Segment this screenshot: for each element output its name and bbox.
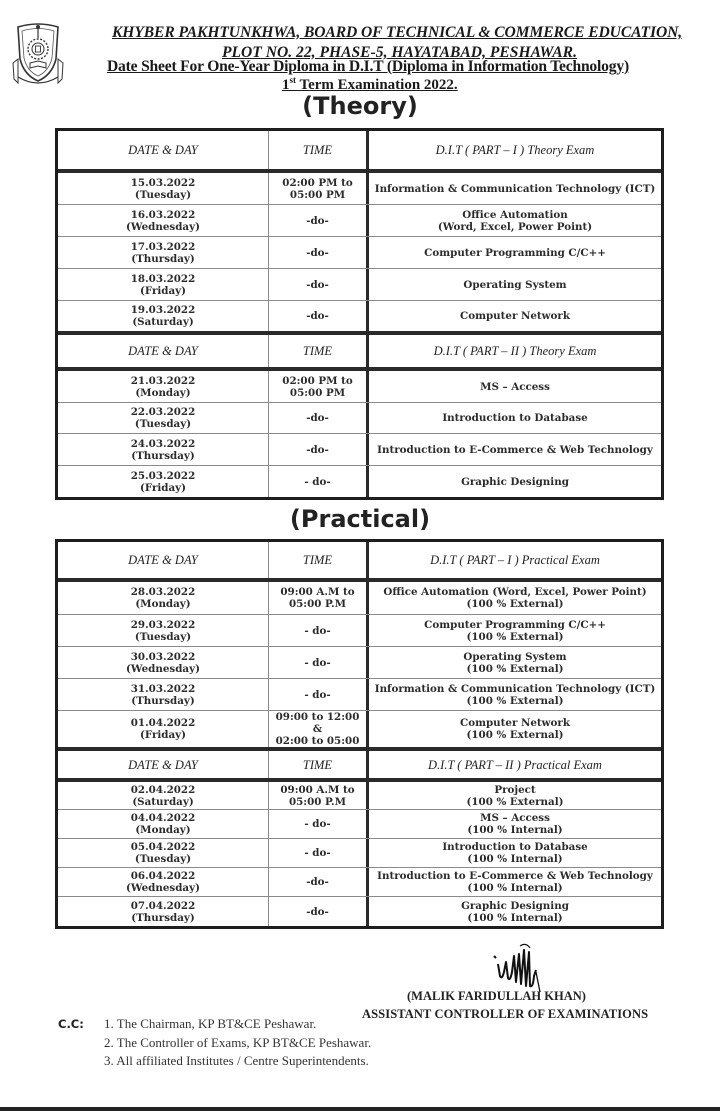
time-cell: [269, 782, 369, 809]
time-cell: [269, 205, 369, 236]
exam-date: 29.03.2022: [130, 618, 196, 631]
subject-cell: [369, 269, 661, 300]
date-day-cell: [58, 301, 269, 331]
subject-name: Computer Network: [460, 310, 570, 322]
subject-cell: [369, 839, 661, 867]
time-cell: [269, 897, 369, 926]
date-day-cell: [58, 679, 269, 710]
board-name: KHYBER PAKHTUNKHWA, BOARD OF TECHNICAL & COMMERCE EDUCATION,: [112, 24, 683, 41]
time-line: 05:00 PM: [289, 188, 346, 201]
table-row: [58, 679, 661, 711]
time-line: &: [312, 723, 323, 735]
exam-date: 16.03.2022: [130, 208, 196, 221]
exam-date: 17.03.2022: [130, 240, 196, 253]
subject-cell: [369, 403, 661, 433]
column-header-subject: D.I.T ( PART – I ) Practical Exam: [430, 553, 600, 567]
time-cell: [269, 839, 369, 867]
time-cell: [269, 434, 369, 465]
exam-ordinal: 1: [282, 77, 290, 93]
exam-day: (Tuesday): [134, 853, 192, 865]
subject-note: (100 % External): [466, 630, 564, 643]
time-line: - do-: [304, 847, 331, 859]
time-line: 02:00 PM to: [282, 176, 353, 189]
exam-date: 24.03.2022: [130, 437, 196, 450]
subject-note: (100 % External): [466, 694, 564, 707]
practical-section-title: (Practical): [289, 505, 431, 533]
date-day-cell: [58, 810, 269, 838]
subject-name: Operating System: [463, 650, 567, 663]
time-line: 05:00 PM: [289, 386, 346, 399]
subject-note: (100 % Internal): [467, 853, 563, 865]
subject-name: Introduction to Database: [442, 412, 588, 424]
column-header-date: DATE & DAY: [58, 131, 269, 169]
column-header-date: DATE & DAY: [58, 542, 269, 578]
date-day-cell: [58, 647, 269, 678]
exam-date: 04.04.2022: [130, 812, 196, 824]
date-sheet-subtitle: Date Sheet For One-Year Diploma in D.I.T (Diploma in Information Technology): [107, 58, 629, 75]
date-day-cell: [58, 403, 269, 433]
time-cell: [269, 679, 369, 710]
time-line: - do-: [304, 656, 331, 669]
date-day-cell: [58, 711, 269, 747]
table-row: [58, 301, 661, 331]
exam-ordinal-suffix: st: [289, 75, 296, 85]
subject-note: (100 % Internal): [467, 824, 563, 836]
table-row: [58, 897, 661, 926]
theory-part2-header-row: [58, 331, 661, 371]
subject-cell: [369, 173, 661, 204]
subject-name: Introduction to Database: [442, 841, 588, 853]
subject-name: Information & Communication Technology (ICT): [374, 182, 656, 195]
subject-note: (100 % External): [466, 729, 564, 741]
exam-date: 22.03.2022: [130, 406, 196, 418]
exam-day: (Tuesday): [134, 418, 192, 430]
table-row: [58, 237, 661, 269]
time-cell: [269, 810, 369, 838]
exam-day: (Thursday): [131, 252, 195, 265]
date-day-cell: [58, 897, 269, 926]
time-line: -do-: [306, 214, 329, 227]
exam-date: 28.03.2022: [130, 586, 196, 598]
board-crest-icon: [12, 19, 64, 87]
table-row: [58, 269, 661, 301]
cc-item: 3. All affiliated Institutes / Centre Superintendents.: [104, 1053, 369, 1068]
time-line: -do-: [306, 876, 329, 888]
date-day-cell: [58, 615, 269, 646]
table-row: [58, 205, 661, 237]
time-line: 02:00 PM to: [282, 374, 353, 387]
date-day-cell: [58, 466, 269, 497]
exam-day: (Friday): [139, 284, 187, 297]
subject-note: (100 % Internal): [467, 911, 563, 924]
exam-day: (Wednesday): [126, 882, 200, 894]
subject-name: MS – Access: [480, 812, 550, 824]
date-day-cell: [58, 173, 269, 204]
time-cell: [269, 269, 369, 300]
subject-cell: [369, 582, 661, 614]
exam-date: 15.03.2022: [130, 176, 196, 189]
subject-cell: [369, 711, 661, 747]
date-day-cell: [58, 782, 269, 809]
date-day-cell: [58, 582, 269, 614]
subject-name: Introduction to E-Commerce & Web Technology: [377, 443, 653, 456]
time-line: 05:00 P.M: [288, 795, 347, 808]
time-cell: [269, 173, 369, 204]
time-line: - do-: [304, 818, 331, 830]
time-cell: [269, 711, 369, 747]
exam-day: (Thursday): [131, 911, 195, 924]
exam-day: (Monday): [135, 598, 191, 610]
exam-day: (Thursday): [131, 694, 195, 707]
time-line: - do-: [304, 624, 331, 637]
table-row: [58, 371, 661, 403]
time-cell: [269, 403, 369, 433]
column-header-subject: D.I.T ( PART – I ) Theory Exam: [435, 143, 595, 157]
exam-day: (Tuesday): [134, 188, 192, 201]
theory-table: [55, 128, 664, 500]
table-row: [58, 615, 661, 647]
table-row: [58, 868, 661, 897]
table-row: [58, 466, 661, 497]
exam-date: 02.04.2022: [130, 783, 196, 796]
table-row: [58, 782, 661, 810]
exam-day: (Tuesday): [134, 630, 192, 643]
subject-cell: [369, 647, 661, 678]
cc-label: C.C:: [58, 1017, 84, 1031]
time-line: - do-: [304, 475, 331, 488]
exam-day: (Friday): [139, 481, 187, 494]
column-header-time: TIME: [269, 335, 369, 367]
subject-name: Graphic Designing: [461, 475, 569, 488]
subject-cell: [369, 868, 661, 896]
theory-section-title: (Theory): [302, 92, 418, 120]
practical-table: [55, 539, 664, 929]
exam-day: (Monday): [135, 386, 191, 399]
table-row: [58, 582, 661, 615]
cc-item: 1. The Chairman, KP BT&CE Peshawar.: [104, 1016, 317, 1031]
exam-date: 18.03.2022: [130, 272, 196, 285]
column-header-date: DATE & DAY: [58, 335, 269, 367]
subject-cell: [369, 615, 661, 646]
subject-name: Computer Network: [460, 717, 570, 729]
date-day-cell: [58, 868, 269, 896]
signatory-title: ASSISTANT CONTROLLER OF EXAMINATIONS: [362, 1007, 649, 1021]
exam-day: (Saturday): [132, 316, 194, 328]
subject-name: Computer Programming C/C++: [424, 246, 606, 259]
column-header-subject: D.I.T ( PART – II ) Practical Exam: [428, 757, 602, 772]
column-header-time: TIME: [269, 751, 369, 778]
exam-term: Term Examination 2022.: [296, 77, 458, 93]
column-header-time: TIME: [269, 131, 369, 169]
subject-cell: [369, 205, 661, 236]
subject-note: (100 % External): [466, 662, 564, 675]
subject-name: Information & Communication Technology (ICT): [374, 682, 656, 695]
time-cell: [269, 466, 369, 497]
subject-note: (100 % External): [466, 598, 564, 610]
table-row: [58, 403, 661, 434]
table-row: [58, 839, 661, 868]
exam-date: 19.03.2022: [130, 304, 196, 316]
exam-date: 30.03.2022: [130, 650, 196, 663]
time-cell: [269, 582, 369, 614]
table-row: [58, 711, 661, 747]
date-day-cell: [58, 269, 269, 300]
practical-part2-header-row: [58, 747, 661, 782]
date-day-cell: [58, 237, 269, 268]
table-row: [58, 810, 661, 839]
subject-note: (Word, Excel, Power Point): [437, 220, 593, 233]
time-cell: [269, 868, 369, 896]
subject-name: MS – Access: [480, 380, 550, 393]
subject-note: (100 % External): [466, 795, 564, 808]
subject-note: (100 % Internal): [467, 882, 563, 894]
exam-date: 06.04.2022: [130, 870, 196, 882]
time-line: -do-: [306, 412, 329, 424]
subject-name: Introduction to E-Commerce & Web Technology: [377, 870, 653, 882]
table-row: [58, 434, 661, 466]
column-header-date: DATE & DAY: [58, 751, 269, 778]
subject-cell: [369, 466, 661, 497]
date-day-cell: [58, 371, 269, 402]
time-line: - do-: [304, 688, 331, 701]
exam-day: (Thursday): [131, 449, 195, 462]
date-day-cell: [58, 839, 269, 867]
table-row: [58, 173, 661, 205]
time-cell: [269, 237, 369, 268]
time-cell: [269, 371, 369, 402]
subject-name: Graphic Designing: [461, 899, 569, 912]
exam-date: 01.04.2022: [130, 717, 196, 729]
exam-day: (Monday): [135, 824, 191, 836]
exam-date: 31.03.2022: [130, 682, 196, 695]
time-cell: [269, 615, 369, 646]
date-day-cell: [58, 205, 269, 236]
subject-name: Project: [494, 783, 536, 796]
exam-day: (Friday): [139, 729, 187, 741]
subject-cell: [369, 897, 661, 926]
subject-name: Office Automation (Word, Excel, Power Point): [383, 586, 647, 598]
time-line: 09:00 to 12:00: [275, 711, 360, 723]
board-address: PLOT NO. 22, PHASE-5, HAYATABAD, PESHAWAR.: [222, 44, 577, 61]
time-line: -do-: [306, 246, 329, 259]
time-cell: [269, 301, 369, 331]
subject-cell: [369, 679, 661, 710]
time-line: -do-: [306, 443, 329, 456]
subject-cell: [369, 301, 661, 331]
subject-name: Computer Programming C/C++: [424, 618, 606, 631]
time-line: 02:00 to 05:00: [275, 735, 360, 747]
time-line: 05:00 P.M: [288, 598, 347, 610]
practical-part1-header-row: [58, 542, 661, 582]
cc-item: 2. The Controller of Exams, KP BT&CE Peshawar.: [104, 1035, 372, 1050]
handwritten-signature: [486, 942, 566, 994]
subject-cell: [369, 237, 661, 268]
subject-name: Operating System: [463, 278, 567, 291]
time-line: -do-: [306, 278, 329, 291]
table-row: [58, 647, 661, 679]
time-line: -do-: [306, 905, 329, 918]
column-header-subject: D.I.T ( PART – II ) Theory Exam: [433, 344, 597, 358]
subject-name: Office Automation: [462, 208, 568, 221]
exam-date: 25.03.2022: [130, 469, 196, 482]
date-day-cell: [58, 434, 269, 465]
exam-date: 05.04.2022: [130, 841, 196, 853]
time-cell: [269, 647, 369, 678]
subject-cell: [369, 371, 661, 402]
time-line: 09:00 A.M to: [280, 586, 355, 598]
exam-date: 21.03.2022: [130, 374, 196, 387]
time-line: -do-: [306, 310, 329, 322]
bottom-rule: [0, 1107, 720, 1111]
exam-date: 07.04.2022: [130, 899, 196, 912]
column-header-time: TIME: [269, 542, 369, 578]
theory-part1-header-row: [58, 131, 661, 173]
exam-day: (Wednesday): [126, 220, 200, 233]
subject-cell: [369, 782, 661, 809]
exam-day: (Saturday): [132, 795, 194, 808]
exam-day: (Wednesday): [126, 662, 200, 675]
subject-cell: [369, 434, 661, 465]
signatory-name: (MALIK FARIDULLAH KHAN): [407, 989, 586, 1003]
time-line: 09:00 A.M to: [280, 783, 355, 796]
subject-cell: [369, 810, 661, 838]
